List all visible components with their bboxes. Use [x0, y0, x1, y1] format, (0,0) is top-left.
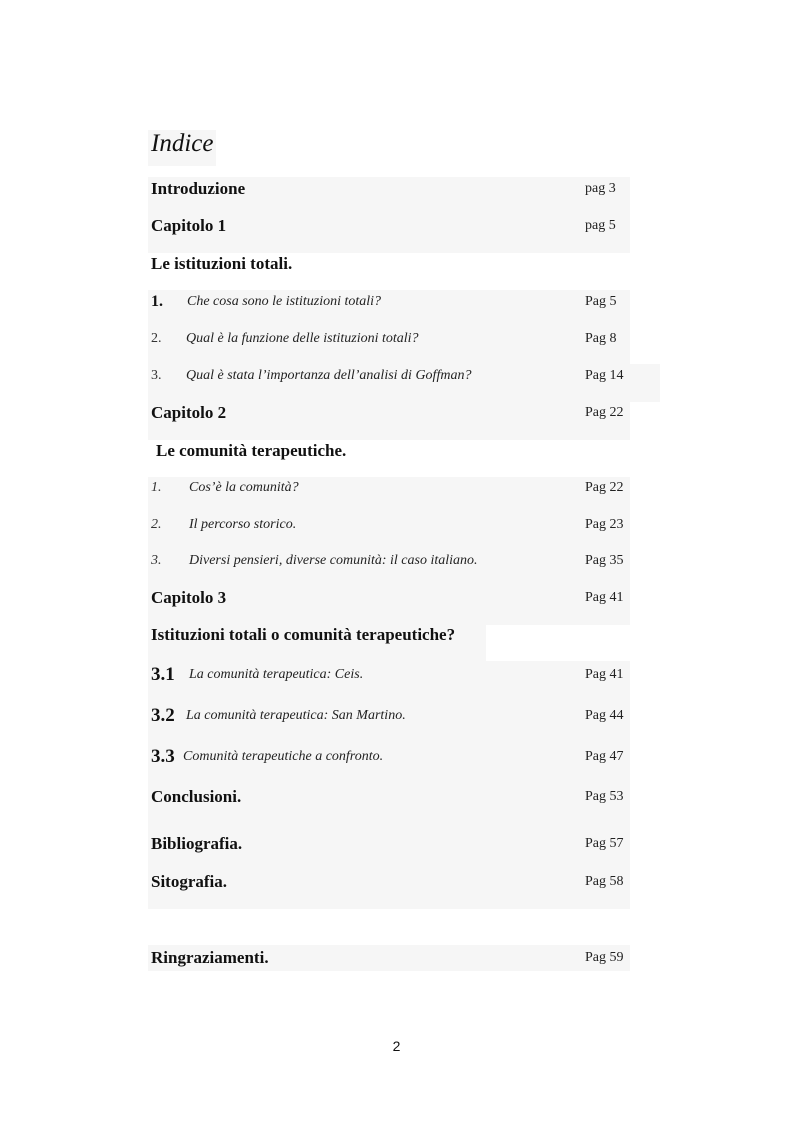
- page-number: 2: [392, 1038, 401, 1054]
- toc-entry-sitografia: [0, 868, 793, 896]
- toc-chapter-title-2: [0, 437, 793, 465]
- toc-label: Conclusioni.: [151, 787, 242, 806]
- toc-entry-capitolo-3: [0, 584, 793, 612]
- toc-label: Le istituzioni totali.: [151, 254, 293, 273]
- index-title: Indice: [151, 130, 214, 157]
- toc-page: Pag 14: [585, 368, 624, 383]
- toc-label: La comunità terapeutica: San Martino.: [186, 708, 406, 723]
- toc-label: Qual è stata l’importanza dell’analisi di Goffman?: [186, 368, 472, 383]
- toc-page: Pag 41: [585, 590, 624, 605]
- section-number: 3.1: [151, 664, 175, 685]
- toc-page: Pag 8: [585, 331, 617, 346]
- toc-label: Qual è la funzione delle istituzioni totali?: [186, 331, 419, 346]
- toc-label: Comunità terapeutiche a confronto.: [183, 749, 384, 764]
- toc-section-2-3: [0, 547, 793, 575]
- toc-page: pag 3: [585, 181, 616, 196]
- toc-entry-capitolo-1: [0, 212, 793, 240]
- toc-label: Il percorso storico.: [189, 517, 297, 532]
- toc-label: Le comunità terapeutiche.: [156, 441, 347, 460]
- toc-label: Istituzioni totali o comunità terapeutiche?: [151, 625, 456, 644]
- section-number: 3.: [151, 553, 162, 568]
- section-number: 1.: [151, 293, 163, 310]
- toc-section-3-1: [0, 661, 793, 689]
- toc-label: Diversi pensieri, diverse comunità: il caso italiano.: [189, 553, 478, 568]
- toc-section-1-2: [0, 325, 793, 353]
- toc-chapter-title-3: [0, 621, 793, 649]
- toc-page: Pag 22: [585, 405, 624, 420]
- toc-label: La comunità terapeutica: Ceis.: [189, 667, 364, 682]
- toc-entry-conclusioni: [0, 783, 793, 811]
- toc-page: Pag 59: [585, 950, 624, 965]
- toc-chapter-title-1: [0, 250, 793, 278]
- section-number: 3.3: [151, 746, 175, 767]
- toc-page: Pag 44: [585, 708, 624, 723]
- toc-page: Pag 35: [585, 553, 624, 568]
- toc-entry-capitolo-2: [0, 399, 793, 427]
- toc-label: Introduzione: [151, 179, 246, 198]
- toc-section-2-2: [0, 511, 793, 539]
- toc-label: Bibliografia.: [151, 834, 243, 853]
- toc-label: Cos’è la comunità?: [189, 480, 299, 495]
- toc-section-3-2: [0, 702, 793, 730]
- toc-page: Pag 57: [585, 836, 624, 851]
- toc-entry-ringraziamenti: [0, 944, 793, 972]
- section-number: 2.: [151, 331, 162, 346]
- toc-section-1-3: [0, 362, 793, 390]
- section-number: 2.: [151, 517, 162, 532]
- toc-page: Pag 22: [585, 480, 624, 495]
- toc-page: Pag 5: [585, 294, 617, 309]
- toc-section-2-1: [0, 474, 793, 502]
- toc-page: Pag 23: [585, 517, 624, 532]
- toc-label: Capitolo 1: [151, 216, 227, 235]
- toc-label: Capitolo 2: [151, 403, 227, 422]
- toc-page: Pag 58: [585, 874, 624, 889]
- section-number: 3.2: [151, 705, 175, 726]
- toc-page: Pag 53: [585, 789, 624, 804]
- section-number: 3.: [151, 368, 162, 383]
- toc-label: Capitolo 3: [151, 588, 227, 607]
- toc-section-3-3: [0, 743, 793, 771]
- toc-page: Pag 41: [585, 667, 624, 682]
- toc-label: Che cosa sono le istituzioni totali?: [187, 294, 382, 309]
- toc-label: Sitografia.: [151, 872, 228, 891]
- toc-label: Ringraziamenti.: [151, 948, 269, 967]
- toc-section-1-1: [0, 288, 793, 316]
- toc-page: Pag 47: [585, 749, 624, 764]
- toc-entry-introduzione: [0, 175, 793, 203]
- toc-page: pag 5: [585, 218, 616, 233]
- toc-entry-bibliografia: [0, 830, 793, 858]
- section-number: 1.: [151, 480, 162, 495]
